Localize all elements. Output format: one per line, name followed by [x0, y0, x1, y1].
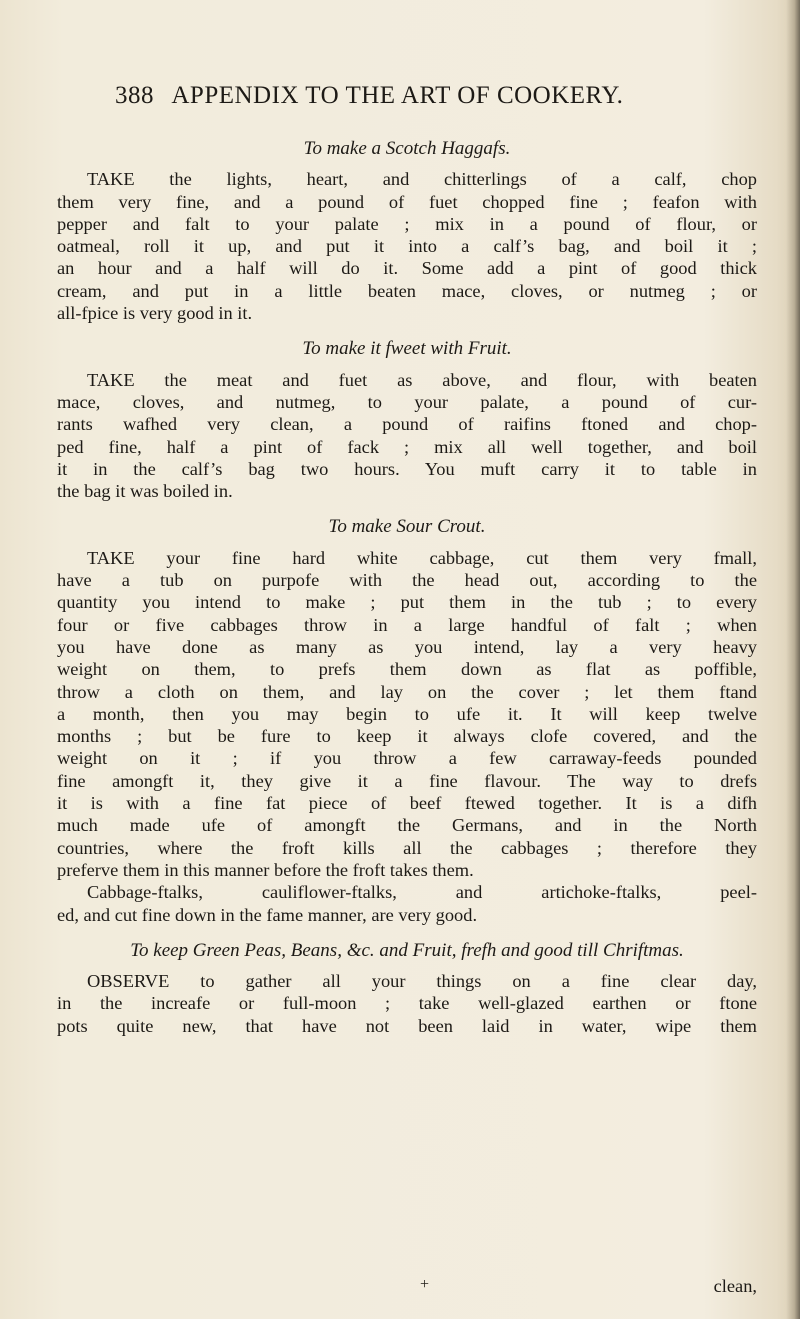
text-line — [57, 859, 757, 881]
text-line — [57, 681, 757, 703]
text-run: months ; but be fure to keep it always clofe covered, and the — [57, 726, 757, 747]
text-line — [57, 413, 757, 435]
text-line — [57, 881, 757, 903]
text-run: throw a cloth on them, and lay on the cover ; let them ftand — [57, 681, 757, 702]
recipe-heading: To make a Scotch Haggafs. — [303, 138, 511, 159]
catchword: clean, — [713, 1276, 757, 1296]
recipe-heading: To make it fweet with Fruit. — [302, 338, 512, 360]
text-line — [57, 837, 757, 859]
running-title: APPENDIX TO THE ART OF COOKERY. — [171, 82, 624, 109]
text-run: four or five cabbages throw in a large handful of falt ; when — [57, 614, 757, 635]
page-body — [57, 128, 757, 1037]
text-run: OBSERVE to gather all your things on a fine clear day, — [87, 971, 757, 992]
text-line — [57, 458, 757, 480]
text-line — [57, 480, 757, 502]
text-run: you have done as many as you intend, lay a very heavy — [57, 636, 757, 657]
text-line — [57, 703, 757, 725]
recipe-paragraph — [57, 369, 757, 503]
text-line — [57, 1015, 757, 1037]
text-run: countries, where the froft kills all the cabbages ; therefore they — [57, 837, 757, 858]
text-line — [57, 747, 757, 769]
text-run: weight on it ; if you throw a few carraway-feeds pounded — [57, 748, 757, 769]
running-header — [115, 82, 715, 110]
text-line — [57, 770, 757, 792]
recipe-heading: To make Sour Crout. — [328, 516, 486, 538]
text-line — [57, 725, 757, 747]
text-line — [57, 614, 757, 636]
page-edge-shadow — [786, 0, 800, 1319]
recipe-heading: To keep Green Peas, Beans, &c. and Fruit, frefh and good till Chriftmas. — [130, 939, 684, 961]
text-run: an hour and a half will do it. Some add a pint of good thick — [57, 258, 757, 279]
text-line — [57, 636, 757, 658]
text-run: pepper and falt to your palate ; mix in a pound of flour, or — [57, 213, 757, 234]
page-number: 388 — [115, 82, 154, 109]
text-line — [57, 792, 757, 814]
text-run: it in the calf’s bag two hours. You muft carry it to table in — [57, 458, 757, 479]
text-run: preferve them in this manner before the froft takes them. — [57, 859, 474, 880]
recipe-paragraph — [57, 970, 757, 1037]
recipe-paragraph — [57, 881, 757, 926]
text-line — [57, 591, 757, 613]
text-run: TAKE your fine hard white cabbage, cut them very fmall, — [87, 547, 757, 568]
text-run: the bag it was boiled in. — [57, 481, 233, 502]
text-run: them very fine, and a pound of fuet chopped fine ; feafon with — [57, 191, 757, 212]
text-run: ed, and cut fine down in the fame manner, are very good. — [57, 904, 478, 925]
text-run: mace, cloves, and nutmeg, to your palate, a pound of cur- — [57, 391, 757, 412]
text-run: fine amongft it, they give it a fine flavour. The way to drefs — [57, 770, 757, 791]
text-run: oatmeal, roll it up, and put it into a calf’s bag, and boil it ; — [57, 236, 757, 257]
text-line — [57, 904, 757, 926]
signature-mark: + — [420, 1276, 430, 1293]
text-line — [57, 235, 757, 257]
text-line — [57, 992, 757, 1014]
text-line — [57, 168, 757, 190]
text-line — [57, 369, 757, 391]
text-line — [57, 302, 757, 324]
text-line — [57, 391, 757, 413]
text-run: have a tub on purpofe with the head out, according to the — [57, 570, 757, 591]
text-run: TAKE the meat and fuet as above, and flour, with beaten — [87, 369, 757, 390]
text-line — [57, 280, 757, 302]
text-run: in the increafe or full-moon ; take well-glazed earthen or ftone — [57, 993, 757, 1014]
text-run: a month, then you may begin to ufe it. It will keep twelve — [57, 703, 757, 724]
text-run: quantity you intend to make ; put them in the tub ; to every — [57, 592, 757, 613]
text-run: weight on them, to prefs them down as flat as poffible, — [57, 659, 757, 680]
text-line — [57, 191, 757, 213]
text-line — [57, 257, 757, 279]
text-line — [57, 970, 757, 992]
text-line — [57, 814, 757, 836]
text-line — [57, 547, 757, 569]
text-line — [57, 436, 757, 458]
text-run: rants wafhed very clean, a pound of raifins ftoned and chop- — [57, 414, 757, 435]
recipe-paragraph — [57, 547, 757, 881]
text-run: pots quite new, that have not been laid in water, wipe them — [57, 1015, 757, 1036]
text-run: cream, and put in a little beaten mace, cloves, or nutmeg ; or — [57, 280, 757, 301]
text-run: all-fpice is very good in it. — [57, 303, 253, 324]
recipe-paragraph — [57, 168, 757, 324]
text-run: ped fine, half a pint of fack ; mix all well together, and boil — [57, 436, 757, 457]
text-run: TAKE the lights, heart, and chitterlings of a calf, chop — [87, 169, 757, 190]
text-line — [57, 213, 757, 235]
text-run: Cabbage-ftalks, cauliflower-ftalks, and artichoke-ftalks, peel- — [87, 882, 757, 903]
text-line — [57, 569, 757, 591]
text-run: much made ufe of amongft the Germans, and in the North — [57, 815, 757, 836]
text-run: it is with a fine fat piece of beef ftewed together. It is a difh — [57, 793, 757, 814]
text-line — [57, 658, 757, 680]
